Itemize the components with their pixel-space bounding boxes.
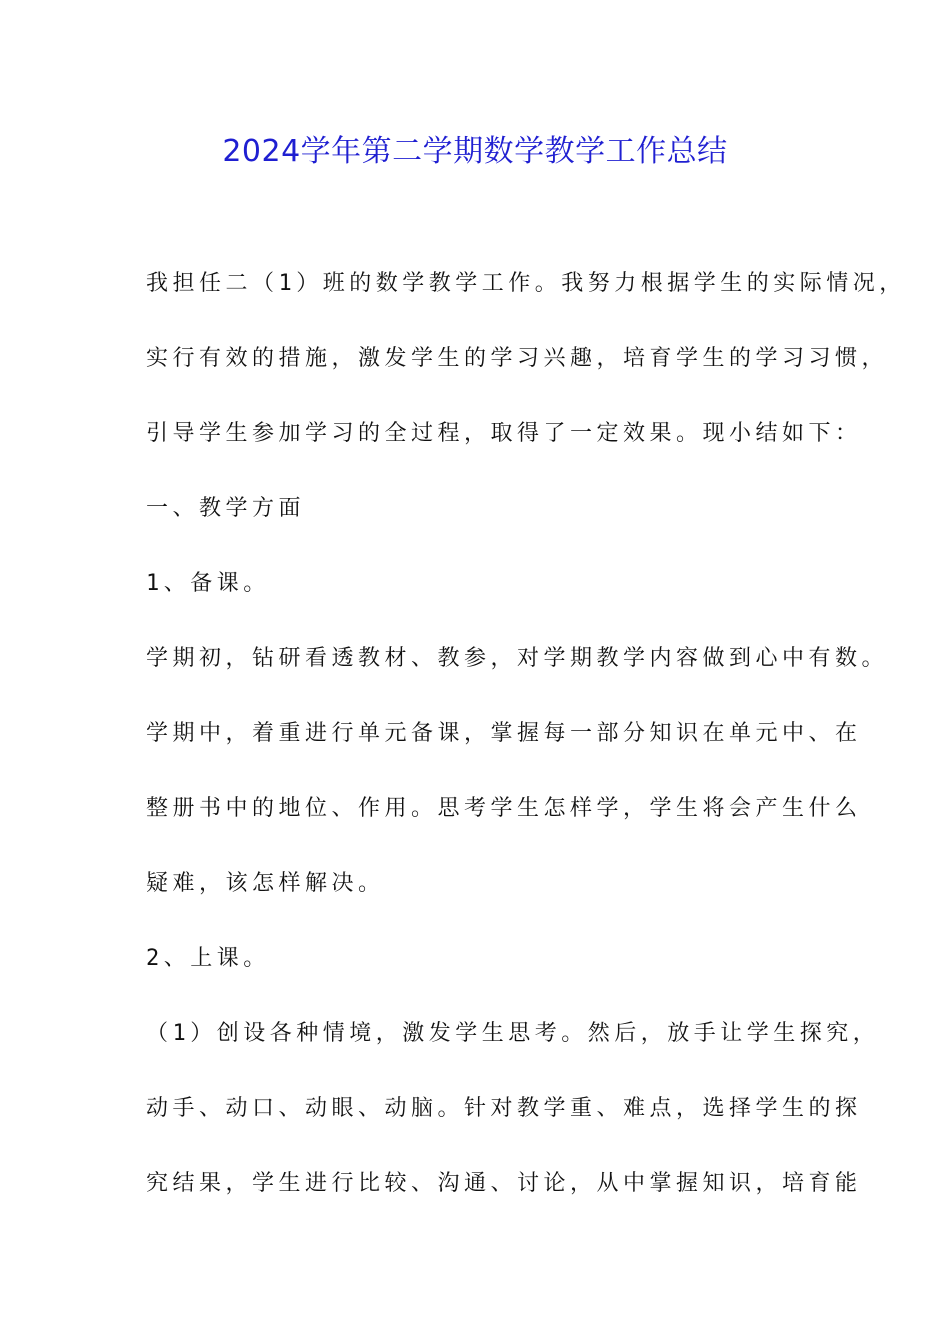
paragraph-line-4: 学期初，钻研看透教材、教参，对学期教学内容做到心中有数。 [146,646,889,671]
paragraph-line-5: 学期中，着重进行单元备课，掌握每一部分知识在单元中、在 [146,721,862,746]
subheading-lesson-prep: 1、备课。 [146,571,270,596]
paragraph-line-1: 我担任二（1）班的数学教学工作。我努力根据学生的实际情况， [146,271,906,296]
paragraph-line-8: （1）创设各种情境，激发学生思考。然后，放手让学生探究， [146,1021,880,1046]
paragraph-line-6: 整册书中的地位、作用。思考学生怎样学，学生将会产生什么 [146,796,862,821]
paragraph-line-7: 疑难，该怎样解决。 [146,871,385,896]
subheading-class: 2、上课。 [146,946,270,971]
paragraph-line-10: 究结果，学生进行比较、沟通、讨论，从中掌握知识，培育能 [146,1171,862,1196]
section-heading-teaching: 一、教学方面 [146,496,306,521]
paragraph-line-2: 实行有效的措施，激发学生的学习兴趣，培育学生的学习习惯， [146,346,889,371]
paragraph-line-3: 引导学生参加学习的全过程，取得了一定效果。现小结如下： [146,421,862,446]
paragraph-line-9: 动手、动口、动眼、动脑。针对教学重、难点，选择学生的探 [146,1096,862,1121]
document-title: 2024学年第二学期数学教学工作总结 [222,134,728,169]
